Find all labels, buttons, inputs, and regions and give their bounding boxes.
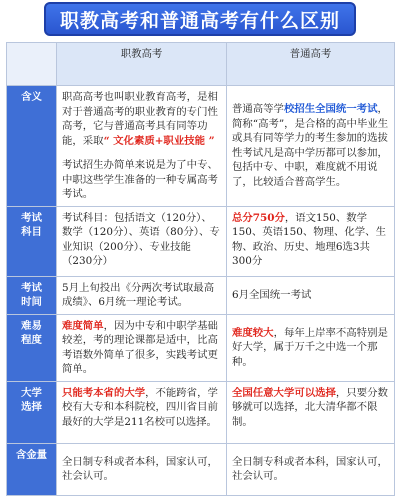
cell-meaning-general: 普通高等学校招生全国统一考试，简称“高考”，是合格的高中毕业生或具有同等学力的考生参加的选拔性考试凡是高中学历都可以参加，包括中专、中职，难度就不用说了，比较适合普高学生。 (227, 86, 395, 207)
row-time (7, 276, 395, 314)
row-college (7, 381, 395, 443)
cell-time-vocational: 5月上旬投出《分两次考试取最高成绩》、6月统一理论考试。 (57, 276, 227, 314)
header-vocational: 职教高考 (57, 43, 227, 86)
row-label-meaning: 含义 (7, 86, 57, 207)
cell-value-general: 全日制专科或者本科，国家认可，社会认可。 (227, 443, 395, 495)
row-label-difficulty: 难易 程度 (7, 314, 57, 381)
cell-subjects-vocational: 考试科目：包括语文（120分）、数学（120分）、英语（80分）、专业知识（200分）、专业技能（230分） (57, 206, 227, 276)
cell-meaning-vocational: 职高高考也叫职业教育高考，是相对于普通高考的职业教育的专门性高考，它与普通高考具有同等功能，采取“ 文化素质+职业技能 ” 考试招生办简单来说是为了中专、中职这些学生准备的一种专属高考考试。 (57, 86, 227, 207)
row-meaning (7, 86, 395, 207)
comparison-table (6, 42, 395, 496)
row-label-value: 含金量 (7, 443, 57, 495)
cell-college-general: 全国任意大学可以选择，只要分数够就可以选择，北大清华都不限制。 (227, 381, 395, 443)
cell-value-vocational: 全日制专科或者本科，国家认可，社会认可。 (57, 443, 227, 495)
cell-difficulty-general: 难度较大，每年上岸率不高特别是好大学，属于万千之中选一个那种。 (227, 314, 395, 381)
row-label-time: 考试 时间 (7, 276, 57, 314)
cell-time-general: 6月全国统一考试 (227, 276, 395, 314)
row-label-subjects: 考试 科目 (7, 206, 57, 276)
cell-difficulty-vocational: 难度简单，因为中专和中职学基础较差，考的理论课都是适中，比高考语数外简单了很多，实践考试更简单。 (57, 314, 227, 381)
cell-college-vocational: 只能考本省的大学，不能跨省，学校有大专和本科院校，四川省目前最好的大学是211名校可以选择。 (57, 381, 227, 443)
header-general: 普通高考 (227, 43, 395, 86)
page-title: 职教高考和普通高考有什么区别 (44, 2, 356, 36)
header-row (7, 43, 395, 86)
header-corner (7, 43, 57, 86)
row-label-college: 大学 选择 (7, 381, 57, 443)
row-value (7, 443, 395, 495)
cell-subjects-general: 总分750分，语文150、数学150、英语150、物理、化学、生物、政治、历史、地理6选3共300分 (227, 206, 395, 276)
row-difficulty (7, 314, 395, 381)
row-subjects (7, 206, 395, 276)
